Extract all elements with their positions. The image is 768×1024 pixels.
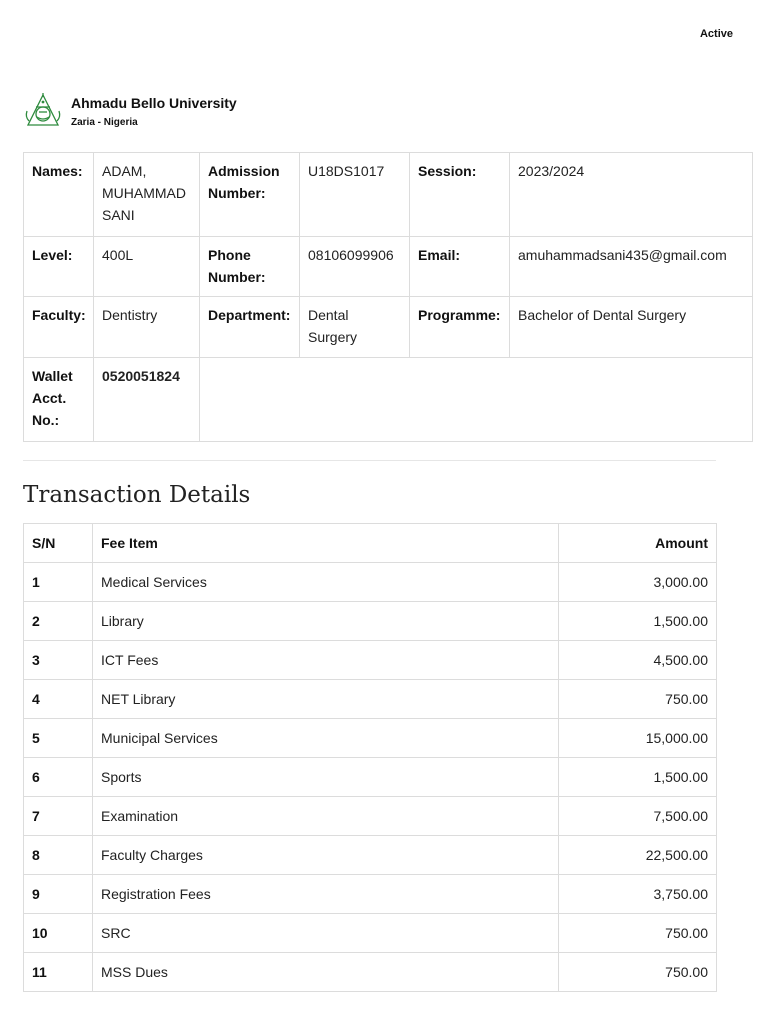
table-row bbox=[24, 953, 717, 992]
wallet-label: Wallet Acct. No.: bbox=[24, 358, 94, 442]
fee-item-cell: Library bbox=[93, 602, 559, 641]
fee-item-cell: Registration Fees bbox=[93, 875, 559, 914]
level-value: 400L bbox=[94, 237, 200, 297]
info-row bbox=[24, 153, 753, 237]
sn-cell: 6 bbox=[24, 758, 93, 797]
amount-cell: 750.00 bbox=[559, 953, 717, 992]
fee-item-cell: MSS Dues bbox=[93, 953, 559, 992]
amount-cell: 3,750.00 bbox=[559, 875, 717, 914]
department-label: Department: bbox=[200, 297, 300, 358]
info-row bbox=[24, 237, 753, 297]
fee-item-header: Fee Item bbox=[93, 524, 559, 563]
sn-cell: 8 bbox=[24, 836, 93, 875]
sn-cell: 2 bbox=[24, 602, 93, 641]
table-row bbox=[24, 836, 717, 875]
amount-cell: 3,000.00 bbox=[559, 563, 717, 602]
fee-item-cell: Medical Services bbox=[93, 563, 559, 602]
fee-item-cell: ICT Fees bbox=[93, 641, 559, 680]
department-value: Dental Surgery bbox=[300, 297, 410, 358]
table-row bbox=[24, 875, 717, 914]
faculty-label: Faculty: bbox=[24, 297, 94, 358]
university-name: Ahmadu Bello University bbox=[71, 95, 237, 111]
level-label: Level: bbox=[24, 237, 94, 297]
session-label: Session: bbox=[410, 153, 510, 237]
fee-item-cell: Faculty Charges bbox=[93, 836, 559, 875]
admission-label: Admission Number: bbox=[200, 153, 300, 237]
sn-cell: 5 bbox=[24, 719, 93, 758]
table-row bbox=[24, 602, 717, 641]
sn-cell: 11 bbox=[24, 953, 93, 992]
university-header bbox=[23, 91, 237, 131]
wallet-value: 0520051824 bbox=[94, 358, 200, 442]
amount-cell: 750.00 bbox=[559, 680, 717, 719]
fee-item-cell: SRC bbox=[93, 914, 559, 953]
programme-value: Bachelor of Dental Surgery bbox=[510, 297, 753, 358]
admission-value: U18DS1017 bbox=[300, 153, 410, 237]
table-row bbox=[24, 719, 717, 758]
amount-cell: 1,500.00 bbox=[559, 602, 717, 641]
sn-cell: 1 bbox=[24, 563, 93, 602]
sn-cell: 3 bbox=[24, 641, 93, 680]
table-row bbox=[24, 563, 717, 602]
amount-cell: 1,500.00 bbox=[559, 758, 717, 797]
faculty-value: Dentistry bbox=[94, 297, 200, 358]
amount-cell: 750.00 bbox=[559, 914, 717, 953]
amount-header: Amount bbox=[559, 524, 717, 563]
student-info-table bbox=[23, 152, 753, 442]
sn-cell: 10 bbox=[24, 914, 93, 953]
section-title: Transaction Details bbox=[23, 482, 251, 508]
fee-item-cell: Municipal Services bbox=[93, 719, 559, 758]
names-label: Names: bbox=[24, 153, 94, 237]
table-row bbox=[24, 641, 717, 680]
names-value: ADAM, MUHAMMAD SANI bbox=[94, 153, 200, 237]
email-value: amuhammadsani435@gmail.com bbox=[510, 237, 753, 297]
empty-cell bbox=[200, 358, 753, 442]
fee-item-cell: NET Library bbox=[93, 680, 559, 719]
university-location: Zaria - Nigeria bbox=[71, 117, 138, 128]
info-row bbox=[24, 358, 753, 442]
table-header-row bbox=[24, 524, 717, 563]
amount-cell: 7,500.00 bbox=[559, 797, 717, 836]
session-value: 2023/2024 bbox=[510, 153, 753, 237]
university-logo-icon bbox=[23, 91, 63, 131]
sn-header: S/N bbox=[24, 524, 93, 563]
phone-value: 08106099906 bbox=[300, 237, 410, 297]
fee-item-cell: Sports bbox=[93, 758, 559, 797]
phone-label: Phone Number: bbox=[200, 237, 300, 297]
fee-item-cell: Examination bbox=[93, 797, 559, 836]
sn-cell: 4 bbox=[24, 680, 93, 719]
table-row bbox=[24, 914, 717, 953]
sn-cell: 7 bbox=[24, 797, 93, 836]
programme-label: Programme: bbox=[410, 297, 510, 358]
sn-cell: 9 bbox=[24, 875, 93, 914]
table-row bbox=[24, 680, 717, 719]
amount-cell: 22,500.00 bbox=[559, 836, 717, 875]
section-divider bbox=[23, 460, 716, 461]
table-row bbox=[24, 758, 717, 797]
status-badge: Active bbox=[699, 28, 733, 40]
email-label: Email: bbox=[410, 237, 510, 297]
transactions-table bbox=[23, 523, 717, 992]
info-row bbox=[24, 297, 753, 358]
amount-cell: 15,000.00 bbox=[559, 719, 717, 758]
table-row bbox=[24, 797, 717, 836]
amount-cell: 4,500.00 bbox=[559, 641, 717, 680]
